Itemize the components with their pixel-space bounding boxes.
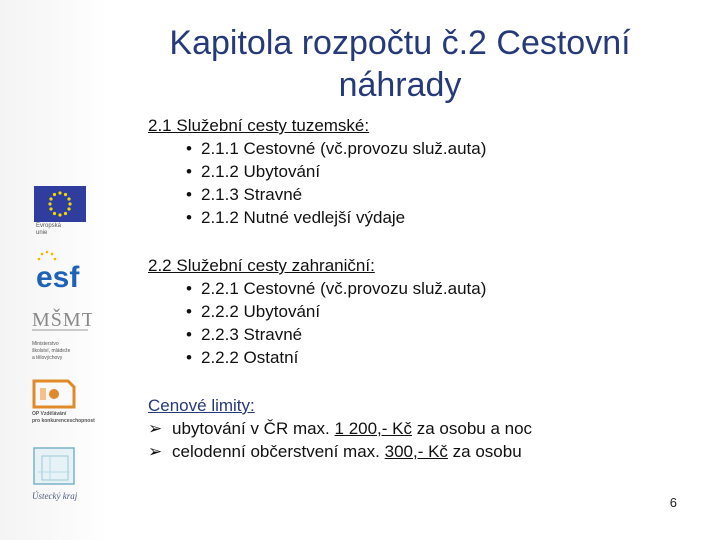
eu-logo-text-2: unie [36, 230, 48, 236]
list-item [186, 323, 688, 346]
arrow-bullet-icon: ➢ [148, 442, 163, 461]
esf-stars-icon [34, 249, 88, 293]
section-price-limits [148, 394, 688, 463]
list-item [186, 137, 688, 160]
usti-caption: Ústecký kraj [32, 491, 78, 501]
spacer [148, 229, 688, 254]
logo-sidebar [0, 0, 108, 540]
limit-meals-prefix: celodenní občerstvení max. [172, 442, 385, 461]
list-item [186, 160, 688, 183]
section-domestic-trips [148, 114, 688, 229]
bullet-icon: • [186, 325, 192, 344]
bullet-icon: • [186, 162, 192, 181]
limit-accommodation-suffix: za osobu a noc [412, 419, 533, 438]
limit-accommodation-prefix: ubytování v ČR max. [172, 419, 335, 438]
bullet-icon: • [186, 139, 192, 158]
domestic-items-list [148, 137, 688, 229]
esf-logo-text: esf [36, 261, 80, 293]
usti-kraj-emblem-icon [28, 442, 90, 490]
limit-meals [148, 440, 688, 463]
list-item [186, 183, 688, 206]
op-caption-2: pro konkurenceschopnost [32, 418, 95, 424]
limit-meals-amount: 300,- Kč [384, 442, 448, 461]
msmt-logo-text: MŠMT [32, 309, 92, 331]
price-limits-heading: Cenové limity: [148, 396, 255, 415]
list-item-text: 2.2.2 Ubytování [201, 302, 321, 321]
list-item-text: 2.1.2 Nutné vedlejší výdaje [201, 208, 406, 227]
list-item-text: 2.2.2 Ostatní [201, 348, 299, 367]
limit-meals-suffix: za osobu [447, 442, 522, 461]
foreign-items-list [148, 277, 688, 369]
section-foreign-trips [148, 254, 688, 369]
list-item [186, 346, 688, 369]
list-item-text: 2.2.1 Cestovné (vč.provozu služ.auta) [201, 279, 487, 298]
eu-flag-logo [34, 186, 86, 236]
list-item-text: 2.1.2 Ubytování [201, 162, 321, 181]
list-item-text: 2.1.3 Stravné [201, 185, 303, 204]
list-item [186, 300, 688, 323]
op-vzdelavani-logo [30, 377, 104, 429]
bullet-icon: • [186, 348, 192, 367]
section-domestic-heading: 2.1 Služební cesty tuzemské: [148, 116, 370, 135]
op-caption-1: OP Vzdělávání [32, 411, 67, 417]
op-emblem-icon [30, 377, 76, 411]
bullet-icon: • [186, 185, 192, 204]
list-item-text: 2.2.3 Stravné [201, 325, 303, 344]
bullet-icon: • [186, 302, 192, 321]
eu-logo-text-1: Evropská [36, 223, 62, 229]
list-item-text: 2.1.1 Cestovné (vč.provozu služ.auta) [201, 139, 487, 158]
spacer [148, 369, 688, 394]
page-number: 6 [669, 495, 677, 510]
msmt-caption-2: školství, mládeže [32, 348, 71, 354]
slide-title: Kapitola rozpočtu č.2 Cestovní náhrady [169, 24, 631, 104]
msmt-caption-3: a tělovýchovy [32, 355, 63, 361]
msmt-caption-1: Ministerstvo [32, 341, 59, 347]
slide-content [148, 114, 688, 463]
usti-kraj-logo [28, 442, 90, 508]
arrow-bullet-icon: ➢ [148, 419, 163, 438]
list-item [186, 206, 688, 229]
section-foreign-heading: 2.2 Služební cesty zahraniční: [148, 256, 375, 275]
limit-accommodation-amount: 1 200,- Kč [334, 419, 413, 438]
bullet-icon: • [186, 279, 192, 298]
eu-flag-icon [34, 186, 86, 222]
esf-logo [34, 249, 88, 293]
list-item [186, 277, 688, 300]
msmt-logo [30, 304, 92, 370]
bullet-icon: • [186, 208, 192, 227]
msmt-emblem-icon [30, 304, 92, 342]
limit-accommodation [148, 417, 688, 440]
